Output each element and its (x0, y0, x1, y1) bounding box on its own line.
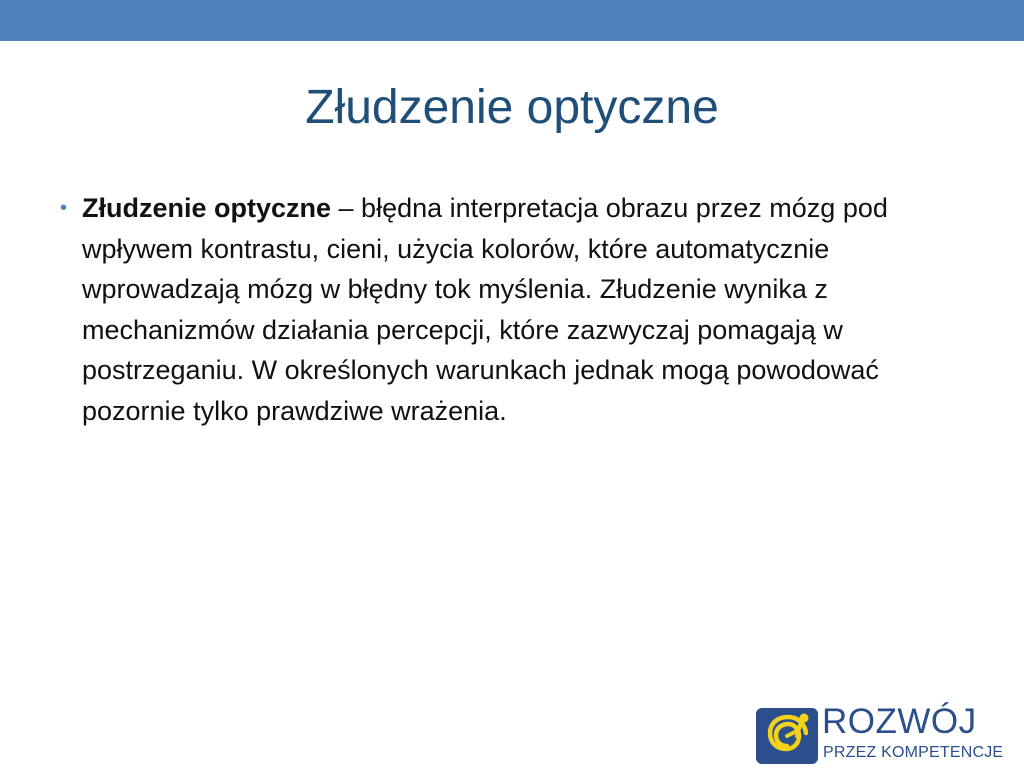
top-bar (0, 0, 1024, 41)
bullet-point-icon: • (60, 197, 68, 219)
bullet-definition: – błędna interpretacja obrazu przez mózg pod wpływem kontrastu, cieni, użycia kolorów, które automatycznie wprowadzają mózg w błędny tok myślenia. Złudzenie wynika z mechanizmów działania percepcji, które zazwyczaj pomagają w postrzeganiu. W określonych warunkach jednak mogą powodować pozornie tylko prawdziwe wrażenia. (82, 193, 888, 426)
spiral-person-icon (756, 708, 818, 764)
logo-wordmark (822, 698, 1024, 768)
slide-title: Złudzenie optyczne (305, 81, 719, 134)
slide-content (58, 188, 978, 431)
logo-tagline: PRZEZ KOMPETENCJE (823, 744, 1004, 761)
logo-title: ROZWÓJ (822, 702, 977, 741)
rozwoj-logo (752, 698, 1024, 768)
bullet-term: Złudzenie optyczne (82, 193, 332, 223)
bullet-item (58, 188, 978, 431)
